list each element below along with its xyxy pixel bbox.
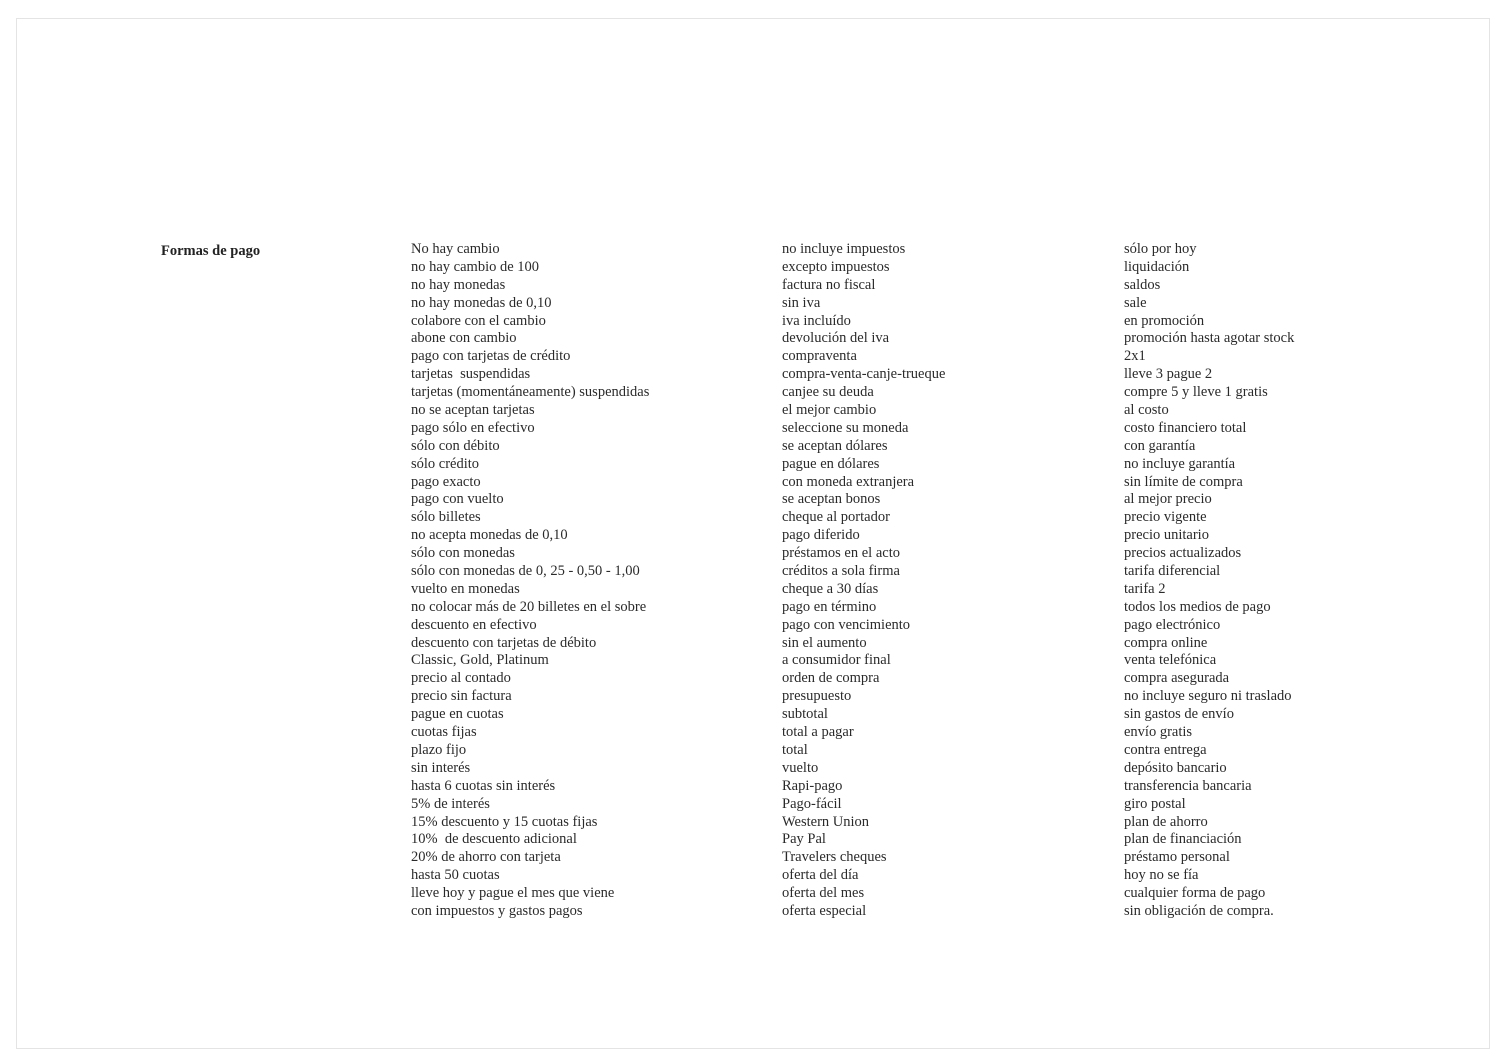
list-item: pago diferido [782, 527, 860, 544]
list-item: subtotal [782, 706, 828, 723]
list-item: oferta especial [782, 902, 867, 919]
section-heading: Formas de pago [161, 243, 261, 259]
list-item: Pago-fácil [782, 795, 842, 812]
list-item: compre 5 y lleve 1 gratis [1124, 384, 1268, 401]
list-item: 10% de descuento adicional [411, 831, 577, 848]
list-item: saldos [1124, 276, 1161, 293]
list-item: sólo billetes [411, 509, 481, 526]
list-item: lleve 3 pague 2 [1124, 366, 1213, 383]
list-item: no hay monedas de 0,10 [411, 294, 552, 311]
list-item: hasta 6 cuotas sin interés [411, 777, 556, 794]
list-item: precio al contado [411, 670, 511, 687]
list-item: No hay cambio [411, 241, 500, 257]
list-item: no incluye seguro ni traslado [1124, 688, 1292, 705]
list-item: 5% de interés [411, 795, 490, 812]
list-item: precios actualizados [1124, 545, 1242, 562]
list-item: excepto impuestos [782, 258, 890, 275]
term-column-3 [1124, 241, 1294, 921]
list-item: lleve hoy y pague el mes que viene [411, 885, 615, 902]
list-item: orden de compra [782, 670, 880, 687]
list-item: precio sin factura [411, 688, 512, 705]
list-item: Rapi-pago [782, 777, 843, 794]
list-item: compra asegurada [1124, 670, 1230, 687]
list-item: cualquier forma de pago [1124, 885, 1266, 902]
list-item: no incluye garantía [1124, 455, 1236, 472]
list-item: abone con cambio [411, 330, 517, 347]
list-item: sólo con monedas [411, 545, 515, 562]
list-item: se aceptan bonos [782, 491, 881, 508]
list-item: tarifa 2 [1124, 580, 1166, 597]
list-item: colabore con el cambio [411, 312, 546, 329]
term-column-2 [782, 241, 945, 921]
list-item: compra-venta-canje-trueque [782, 366, 946, 383]
list-item: sólo por hoy [1124, 241, 1197, 257]
list-item: compra online [1124, 634, 1208, 651]
list-item: descuento en efectivo [411, 616, 537, 633]
list-item: factura no fiscal [782, 276, 876, 293]
list-item: cheque a 30 días [782, 580, 879, 597]
list-item: total [782, 741, 808, 758]
list-item: pago sólo en efectivo [411, 419, 535, 436]
list-item: pague en cuotas [411, 706, 504, 723]
list-item: cheque al portador [782, 509, 890, 526]
list-item: sólo con monedas de 0, 25 - 0,50 - 1,00 [411, 563, 640, 580]
list-item: pago electrónico [1124, 616, 1221, 633]
list-item: pague en dólares [782, 455, 880, 472]
list-item: en promoción [1124, 312, 1205, 329]
list-item: plan de financiación [1124, 831, 1242, 848]
list-item: descuento con tarjetas de débito [411, 634, 597, 651]
list-item: cuotas fijas [411, 724, 477, 741]
list-item: préstamo personal [1124, 849, 1230, 866]
list-item: total a pagar [782, 724, 854, 741]
list-item: sin interés [411, 759, 471, 776]
list-item: contra entrega [1124, 741, 1207, 758]
list-item: presupuesto [782, 688, 852, 705]
list-item: envío gratis [1124, 724, 1193, 741]
term-column-1 [411, 241, 649, 921]
list-item: créditos a sola firma [782, 563, 900, 580]
list-item: pago en término [782, 598, 877, 615]
list-item: con moneda extranjera [782, 473, 915, 490]
list-item: Western Union [782, 813, 870, 830]
list-item: sin iva [782, 294, 821, 311]
list-item: tarjetas (momentáneamente) suspendidas [411, 384, 650, 401]
list-item: tarifa diferencial [1124, 563, 1221, 580]
list-item: todos los medios de pago [1124, 598, 1271, 615]
list-item: transferencia bancaria [1124, 777, 1252, 794]
list-item: plan de ahorro [1124, 813, 1208, 830]
list-item: no hay monedas [411, 276, 506, 293]
list-item: no se aceptan tarjetas [411, 402, 535, 419]
list-item: pago exacto [411, 473, 481, 490]
list-item: depósito bancario [1124, 759, 1227, 776]
list-item: no acepta monedas de 0,10 [411, 527, 568, 544]
list-item: pago con vencimiento [782, 616, 911, 633]
list-item: sólo crédito [411, 455, 480, 472]
list-item: hoy no se fía [1124, 867, 1199, 884]
list-item: préstamos en el acto [782, 545, 900, 562]
list-item: precio unitario [1124, 527, 1209, 544]
list-item: Classic, Gold, Platinum [411, 652, 549, 669]
list-item: iva incluído [782, 312, 851, 329]
list-item: seleccione su moneda [782, 419, 909, 436]
list-item: sólo con débito [411, 437, 500, 454]
list-item: compraventa [782, 348, 857, 365]
list-item: sin el aumento [782, 634, 867, 651]
list-item: sin gastos de envío [1124, 706, 1234, 723]
list-item: plazo fijo [411, 741, 467, 758]
list-item: giro postal [1124, 795, 1186, 812]
list-item: al costo [1124, 402, 1169, 419]
list-item: sin límite de compra [1124, 473, 1243, 490]
list-item: 2x1 [1124, 348, 1146, 365]
list-item: pago con vuelto [411, 491, 504, 508]
list-item: el mejor cambio [782, 402, 877, 419]
list-item: vuelto [782, 759, 819, 776]
list-item: liquidación [1124, 258, 1190, 275]
list-item: tarjetas suspendidas [411, 366, 531, 383]
list-item: 15% descuento y 15 cuotas fijas [411, 813, 598, 830]
list-item: Pay Pal [782, 831, 826, 848]
list-item: 20% de ahorro con tarjeta [411, 849, 561, 866]
list-item: se aceptan dólares [782, 437, 888, 454]
list-item: sale [1124, 294, 1147, 311]
list-item: precio vigente [1124, 509, 1207, 526]
list-item: oferta del mes [782, 885, 865, 902]
list-item: con impuestos y gastos pagos [411, 902, 583, 919]
list-item: no hay cambio de 100 [411, 258, 540, 275]
list-item: vuelto en monedas [411, 580, 520, 597]
list-item: sin obligación de compra. [1124, 902, 1274, 919]
list-item: promoción hasta agotar stock [1124, 330, 1295, 347]
list-item: devolución del iva [782, 330, 890, 347]
list-item: venta telefónica [1124, 652, 1217, 669]
list-item: costo financiero total [1124, 419, 1247, 436]
list-item: Travelers cheques [782, 849, 887, 866]
list-item: al mejor precio [1124, 491, 1212, 508]
list-item: hasta 50 cuotas [411, 867, 500, 884]
list-item: no incluye impuestos [782, 241, 906, 257]
list-item: canjee su deuda [782, 384, 874, 401]
list-item: con garantía [1124, 437, 1196, 454]
list-item: pago con tarjetas de crédito [411, 348, 571, 365]
list-item: a consumidor final [782, 652, 891, 669]
list-item: no colocar más de 20 billetes en el sobre [411, 598, 647, 615]
list-item: oferta del día [782, 867, 859, 884]
